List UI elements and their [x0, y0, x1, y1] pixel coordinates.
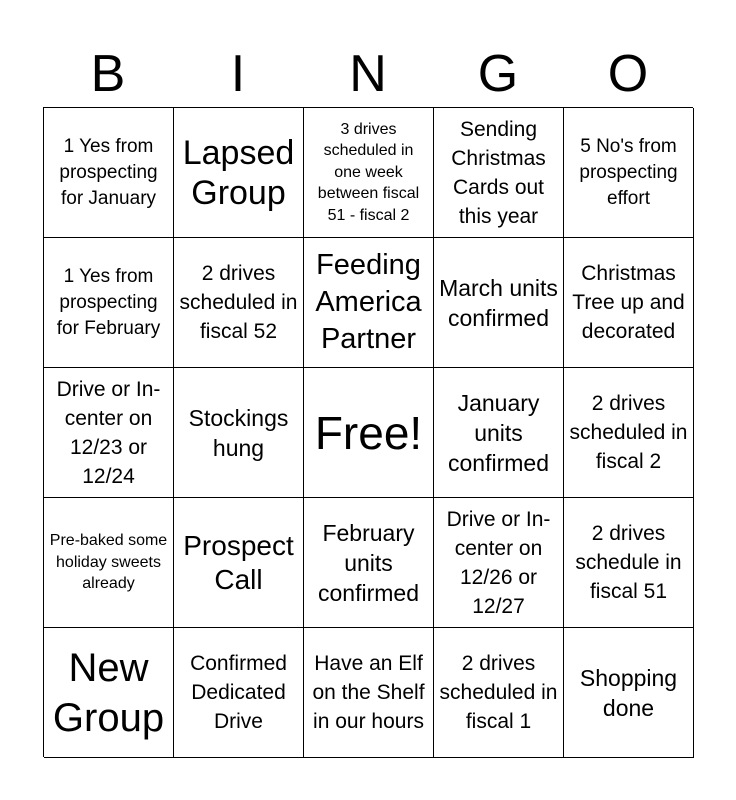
cell-text: Shopping done: [579, 664, 678, 721]
bingo-cell[interactable]: [304, 498, 434, 628]
bingo-cell[interactable]: [174, 498, 304, 628]
cell-text: Christmas Tree up and decorated: [572, 262, 685, 343]
bingo-cell[interactable]: [174, 368, 304, 498]
cell-text: 5 No's from prospecting effort: [579, 135, 678, 209]
bingo-cell[interactable]: [564, 498, 694, 628]
cell-text: Stockings hung: [188, 404, 289, 461]
cell-text: January units confirmed: [448, 389, 549, 476]
bingo-board: [43, 107, 693, 757]
cell-text: Drive or In-center on 12/26 or 12/27: [446, 507, 551, 618]
bingo-cell[interactable]: [564, 628, 694, 758]
cell-text: Pre-baked some holiday sweets already: [49, 532, 168, 593]
bingo-cell[interactable]: [304, 108, 434, 238]
bingo-cell[interactable]: [44, 108, 174, 238]
cell-text: Lapsed Group: [182, 133, 295, 212]
cell-text: 2 drives scheduled in fiscal 1: [439, 652, 558, 733]
bingo-cell[interactable]: [44, 238, 174, 368]
bingo-cell[interactable]: [174, 628, 304, 758]
cell-text: 1 Yes from prospecting for February: [56, 265, 161, 339]
bingo-header: [43, 40, 693, 108]
bingo-cell[interactable]: [304, 238, 434, 368]
bingo-cell[interactable]: [174, 238, 304, 368]
bingo-cell[interactable]: [44, 628, 174, 758]
bingo-cell[interactable]: [434, 238, 564, 368]
cell-text: Confirmed Dedicated Drive: [190, 652, 287, 733]
cell-text: 3 drives scheduled in one week between fiscal 51 - fiscal 2: [317, 120, 420, 224]
cell-text: Prospect Call: [183, 529, 294, 595]
bingo-cell[interactable]: [434, 368, 564, 498]
cell-text: March units confirmed: [439, 274, 558, 331]
bingo-cell[interactable]: [434, 108, 564, 238]
cell-text: Sending Christmas Cards out this year: [451, 117, 546, 228]
header-letter-o: O: [607, 45, 649, 103]
bingo-cell[interactable]: [304, 628, 434, 758]
header-letter-g: G: [477, 45, 519, 103]
cell-text: 1 Yes from prospecting for January: [59, 135, 158, 209]
bingo-cell[interactable]: [44, 498, 174, 628]
cell-text: Drive or In-center on 12/23 or 12/24: [56, 377, 161, 488]
cell-text: February units confirmed: [318, 519, 419, 606]
bingo-free-cell[interactable]: [304, 368, 434, 498]
bingo-cell[interactable]: [564, 368, 694, 498]
cell-text: Have an Elf on the Shelf in our hours: [312, 652, 425, 733]
header-letter-b: B: [90, 45, 126, 103]
cell-text: 2 drives scheduled in fiscal 52: [179, 262, 298, 343]
bingo-cell[interactable]: [564, 108, 694, 238]
bingo-cell[interactable]: [564, 238, 694, 368]
cell-text: 2 drives scheduled in fiscal 2: [569, 392, 688, 473]
bingo-cell[interactable]: [174, 108, 304, 238]
bingo-cell[interactable]: [434, 498, 564, 628]
cell-text: 2 drives schedule in fiscal 51: [575, 522, 682, 603]
bingo-cell[interactable]: [44, 368, 174, 498]
cell-text: Feeding America Partner: [315, 249, 422, 355]
cell-text: New Group: [52, 645, 165, 740]
bingo-cell[interactable]: [434, 628, 564, 758]
header-letter-n: N: [349, 45, 387, 103]
free-space-text: Free!: [314, 406, 423, 459]
header-letter-i: I: [230, 45, 246, 103]
